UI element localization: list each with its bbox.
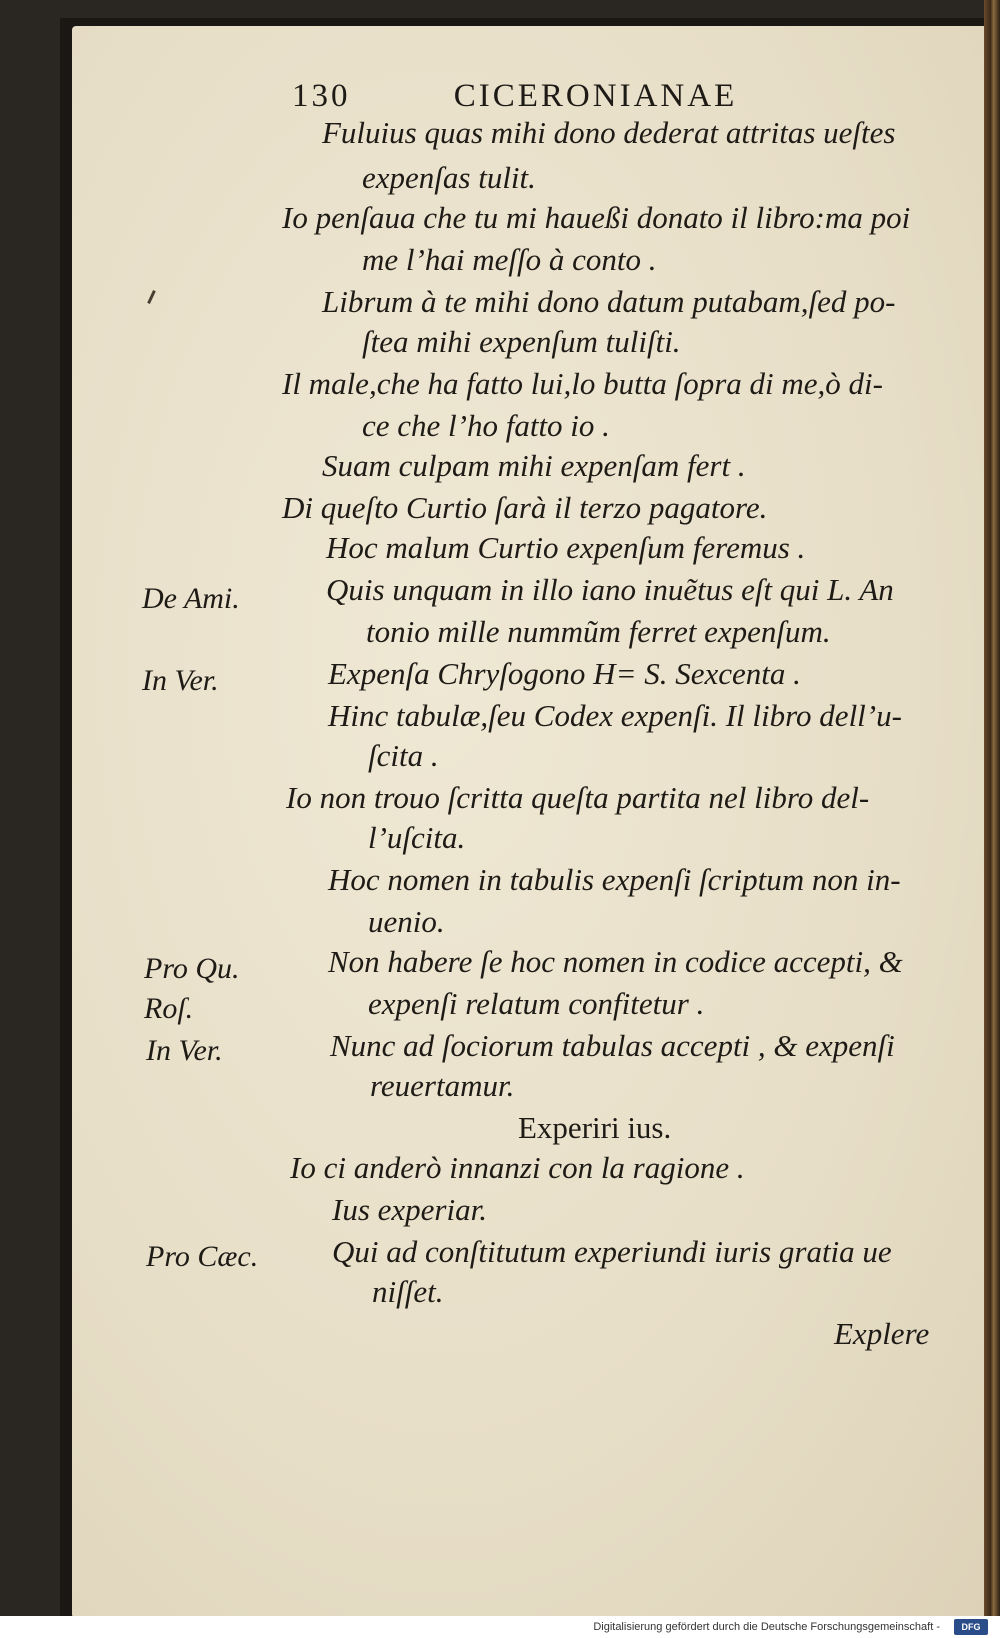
text-line: l’uſcita. [368,820,466,855]
text-line: Hinc tabulæ,ſeu Codex expenſi. Il libro dell’u- [328,698,902,733]
text-line: ſtea mihi expenſum tuliſti. [362,324,681,359]
text-line: reuertamur. [370,1068,515,1103]
text-line: Explere [834,1316,930,1351]
text-line: expenſi relatum confitetur . [368,986,705,1021]
margin-note: De Ami. [142,582,240,615]
running-title: CICERONIANAE [453,78,738,114]
text-line: niſſet. [372,1274,444,1309]
text-line: Librum à te mihi dono datum putabam,ſed po- [322,284,896,319]
text-line: Hoc nomen in tabulis expenſi ſcriptum non in- [328,862,901,897]
dfg-logo: DFG [954,1619,988,1635]
margin-note: Pro Qu. [144,952,240,985]
margin-note: Roſ. [144,992,194,1025]
text-line: Ius experiar. [332,1192,487,1227]
text-line: ſcita . [368,738,439,773]
text-line: Fuluius quas mihi dono dederat attritas ueſtes [322,115,896,150]
text-line: Di queſto Curtio ſarà il terzo pagatore. [282,490,768,525]
book-spine-edge [984,0,1000,1638]
margin-note: In Ver. [142,664,219,697]
footer-bar [0,1616,1000,1638]
page-header [292,78,737,115]
text-line: Io non trouo ſcritta queſta partita nel libro del- [286,780,870,815]
text-line: Quis unquam in illo iano inuẽtus eſt qui L. An [326,572,894,607]
text-line: uenio. [368,904,445,939]
text-line: Expenſa Chryſogono H= S. Sexcenta . [328,656,801,691]
text-line: expenſas tulit. [362,160,536,195]
text-line: Experiri ius. [518,1110,672,1145]
text-line: tonio mille nummũm ferret expenſum. [366,614,831,649]
text-line: Non habere ſe hoc nomen in codice accepti, & [328,944,903,979]
margin-note: In Ver. [146,1034,223,1067]
text-line: Qui ad conſtitutum experiundi iuris gratia ue [332,1234,892,1269]
text-line: Io ci anderò innanzi con la ragione . [290,1150,745,1185]
text-line: ce che l’ho fatto io . [362,408,610,443]
footer-credit: Digitalisierung gefördert durch die Deutsche Forschungsgemeinschaft - [593,1621,940,1633]
text-line: Suam culpam mihi expenſam fert . [322,448,746,483]
text-line: Io penſaua che tu mi haueßi donato il libro:ma poi [282,200,911,235]
margin-note: Pro Cæc. [146,1240,259,1273]
text-line: Nunc ad ſociorum tabulas accepti , & expenſi [330,1028,895,1063]
page-number: 130 [292,78,351,114]
text-line: Hoc malum Curtio expenſum feremus . [326,530,806,565]
text-line: Il male,che ha fatto lui,lo butta ſopra di me,ò di- [282,366,883,401]
text-line: me l’hai meſſo à conto . [362,242,657,277]
